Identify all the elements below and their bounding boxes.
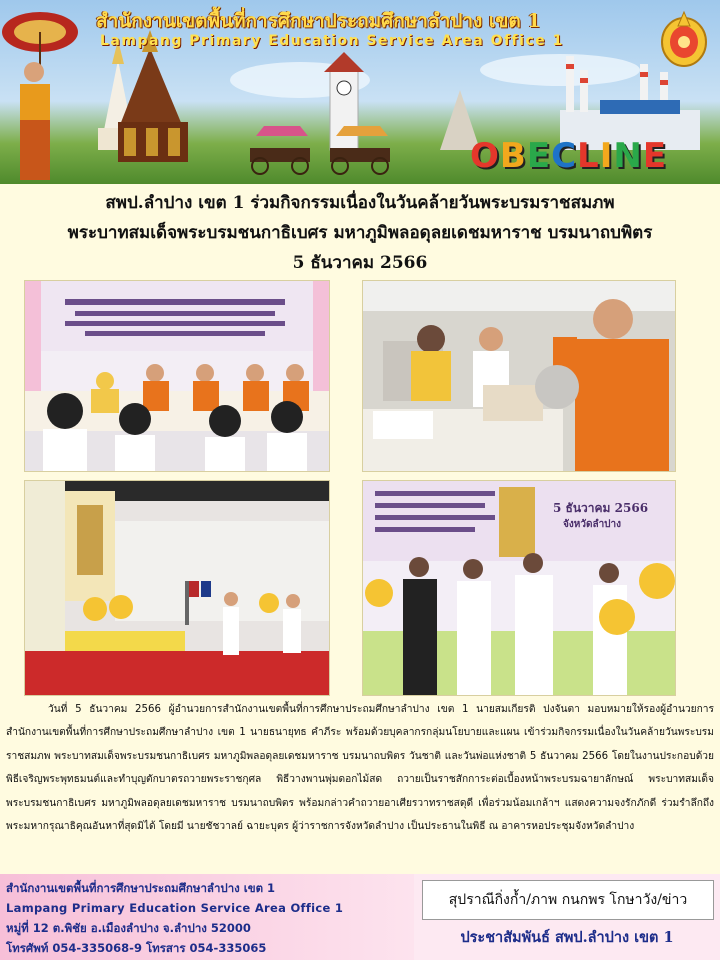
obecline-letter: O [470,136,500,176]
headline-line-3: 5 ธันวาคม 2566 [292,253,428,273]
news-headline [0,184,720,278]
obecline-letter: E [642,136,668,176]
header-banner [0,0,720,184]
photo-ceremony-monks [24,280,330,472]
obecline-letter: B [499,136,527,176]
footer-contact [0,874,414,960]
photo-wreath-stage [24,480,330,696]
footer-phone: โทรศัพท์ 054-335068-9 โทรสาร 054-335065 [6,941,267,955]
obecline-letter: C [551,136,578,176]
footer-credits [414,874,720,960]
obec-emblem-logo [660,8,708,68]
obecline-letter: L [577,136,600,176]
footer-address: หมู่ที่ 12 ต.พิชัย อ.เมืองลำปาง จ.ลำปาง 52000 [6,921,251,935]
photo-monk-alms [362,280,676,472]
headline-line-1: สพป.ลำปาง เขต 1 ร่วมกิจกรรมเนื่องในวันคล้ายวันพระบรมราชสมภพ [105,193,615,213]
news-body [6,698,714,838]
photo-sign-date: 5 ธันวาคม 2566 [553,501,649,515]
obecline-letter: E [526,136,552,176]
news-paragraph: วันที่ 5 ธันวาคม 2566 ผู้อำนวยการสำนักงานเขตพื้นที่การศึกษาประถมศึกษาลำปาง เขต 1 นายสมเกียรติ ปงจันตา มอบหมายให้รองผู้อำนวยการสำนักงานเขตพื้นที่การศึกษาประถมศึกษาลำปาง เขต 1 นายธนายุทธ คำภีระ พร้อมด้วยบุคลากรกลุ่มนโยบายและแผน เข้าร่วมกิจกรรมเนื่องในวันคล้ายวันพระบรมราชสมภพ พระบาทสมเด็จพระบรมชนกาธิเบศร มหาภูมิพลอดุลยเดชมหาราช บรมนาถบพิตร วันชาติ และวันพ่อแห่งชาติ 5 ธันวาคม 2566 โดยในงานประกอบด้วยพิธีเจริญพระพุทธมนต์และทำบุญตักบาตรถวายพระราชกุศล พิธีวางพานพุ่มดอกไม้สด ถวายเป็นราชสักการะต่อเบื้องหน้าพระบรมฉายาลักษณ์ พระบาทสมเด็จพระบรมชนกาธิเบศร มหาภูมิพลอดุลยเดชมหาราช บรมนาถบพิตร พร้อมกล่าวคำถวายอาเศียรวาทราชสดุดี เพื่อร่วมน้อมเกล้าฯ แสดงความจงรักภักดี ร่วมรำลึกถึงพระมหากรุณาธิคุณอันหาที่สุดมิได้ โดยมี นายชัชวาลย์ ฉายะบุตร ผู้ว่าราชการจังหวัดลำปาง เป็นประธานในพิธี ณ อาคารหอประชุมจังหวัดลำปาง [6,704,714,833]
photo-news-credit: สุปราณีกิ่งก้ำ/ภาพ กนกพร โกษาวัง/ข่าว [422,880,714,920]
photo-sign-province: จังหวัดลำปาง [563,519,622,530]
obecline-brand-logo [470,136,667,176]
footer-org-english: Lampang Primary Education Service Area Office 1 [6,901,344,915]
obecline-letter: I [599,136,614,176]
footer-org-thai: สำนักงานเขตพื้นที่การศึกษาประถมศึกษาลำปาง เขต 1 [6,881,276,895]
obecline-letter: N [613,136,643,176]
headline-line-2: พระบาทสมเด็จพระบรมชนกาธิเบศร มหาภูมิพลอดุลยเดชมหาราช บรมนาถบพิตร [67,223,653,243]
pr-label: ประชาสัมพันธ์ สพป.ลำปาง เขต 1 [460,929,674,946]
banner-title-thai: สำนักงานเขตพื้นที่การศึกษาประถมศึกษาลำปาง เขต 1 [96,10,541,32]
photo-group-portrait [362,480,676,696]
banner-title-english: Lampang Primary Education Service Area Office 1 [100,33,564,49]
